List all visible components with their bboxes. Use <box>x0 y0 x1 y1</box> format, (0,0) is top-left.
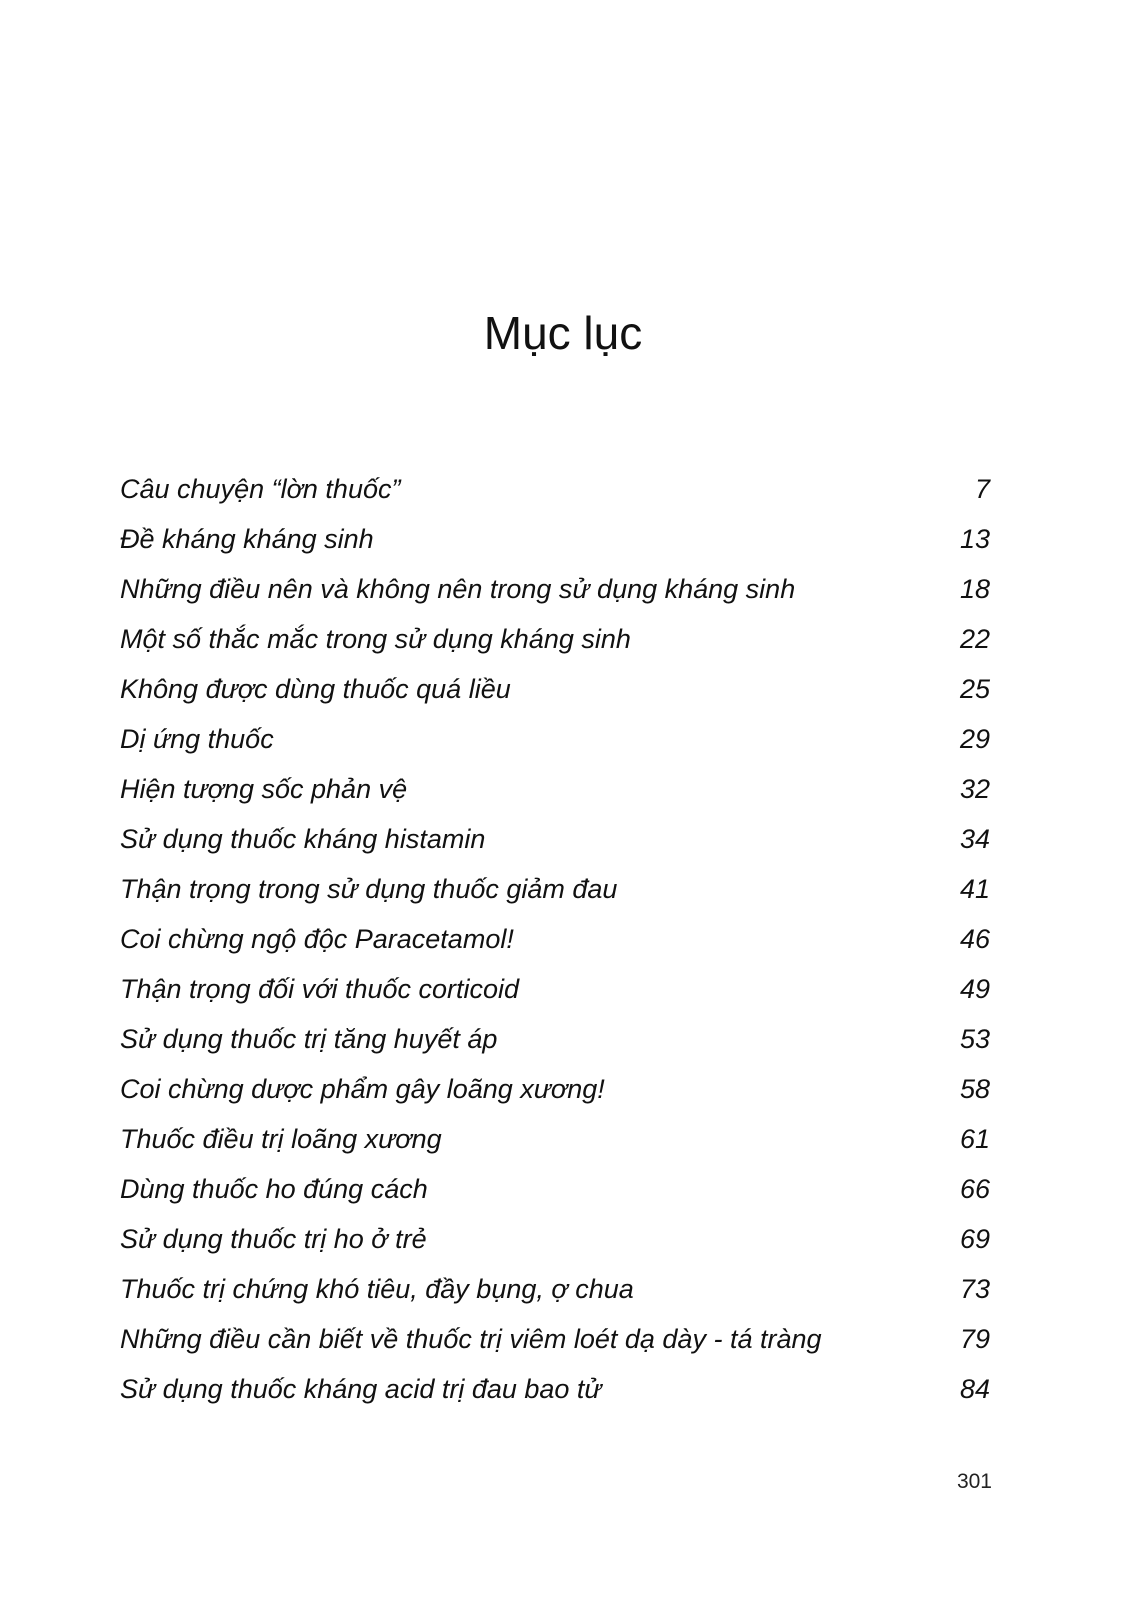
toc-entry-page: 58 <box>959 1074 990 1104</box>
toc-entry-page: 7 <box>974 474 990 504</box>
toc-entry <box>120 1021 990 1071</box>
toc-entry <box>120 1271 990 1321</box>
toc-entry-title: Những điều cần biết về thuốc trị viêm loét dạ dày - tá tràng <box>120 1324 822 1354</box>
toc-entry-title: Những điều nên và không nên trong sử dụng kháng sinh <box>120 574 796 604</box>
toc-entry-page: 61 <box>959 1124 990 1154</box>
toc-entry-page: 49 <box>959 974 990 1004</box>
toc-entry-title: Một số thắc mắc trong sử dụng kháng sinh <box>120 624 631 654</box>
toc-entry-title: Hiện tượng sốc phản vệ <box>120 774 408 804</box>
toc-entry-page: 18 <box>959 574 990 604</box>
toc-entry-page: 69 <box>959 1224 990 1254</box>
toc-entry-title: Không được dùng thuốc quá liều <box>120 674 511 704</box>
toc-entry-page: 66 <box>959 1174 990 1204</box>
toc-entry-page: 25 <box>959 674 990 704</box>
toc-entry-page: 22 <box>959 624 990 654</box>
toc-entry-title: Thận trọng trong sử dụng thuốc giảm đau <box>120 874 618 904</box>
toc-entry-title: Thận trọng đối với thuốc corticoid <box>120 974 520 1004</box>
toc-entry-title: Dị ứng thuốc <box>120 724 274 754</box>
toc-entry-title: Coi chừng dược phẩm gây loãng xương! <box>120 1074 605 1104</box>
toc-entry-page: 46 <box>959 924 990 954</box>
toc-entry-page: 84 <box>959 1374 990 1404</box>
toc-entry <box>120 771 990 821</box>
toc-entry-title: Câu chuyện “lờn thuốc” <box>120 474 401 504</box>
toc-entry-page: 13 <box>959 524 990 554</box>
toc-entry <box>120 921 990 971</box>
toc-entry <box>120 1371 990 1421</box>
toc-entry-page: 79 <box>959 1324 990 1354</box>
toc-entry <box>120 671 990 721</box>
toc-entry <box>120 721 990 771</box>
toc-entry-page: 34 <box>959 824 990 854</box>
toc-entry-page: 53 <box>959 1024 990 1054</box>
page-number: 301 <box>956 1470 992 1493</box>
toc-entry-title: Thuốc trị chứng khó tiêu, đầy bụng, ợ chua <box>120 1274 634 1304</box>
toc-entry-page: 32 <box>959 774 990 804</box>
toc-entry <box>120 521 990 571</box>
toc-entry-title: Sử dụng thuốc kháng acid trị đau bao tử <box>120 1374 602 1404</box>
toc-entry <box>120 821 990 871</box>
toc-entry <box>120 1071 990 1121</box>
toc-entry <box>120 971 990 1021</box>
toc-entry-title: Coi chừng ngộ độc Paracetamol! <box>120 924 514 954</box>
toc-entry-title: Sử dụng thuốc trị ho ở trẻ <box>120 1224 427 1254</box>
toc-entry <box>120 1121 990 1171</box>
toc-entry-title: Đề kháng kháng sinh <box>120 524 374 554</box>
toc-entry <box>120 571 990 621</box>
toc-entry-title: Sử dụng thuốc kháng histamin <box>120 824 486 854</box>
toc-entry <box>120 871 990 921</box>
toc-entry <box>120 621 990 671</box>
toc-entry-page: 29 <box>959 724 990 754</box>
toc-entry-title: Thuốc điều trị loãng xương <box>120 1124 442 1154</box>
toc-entry-page: 73 <box>959 1274 990 1304</box>
toc-entry-title: Dùng thuốc ho đúng cách <box>120 1174 428 1204</box>
page-title: Mục lục <box>483 307 643 359</box>
toc-entry <box>120 1221 990 1271</box>
toc-entry <box>120 1321 990 1371</box>
toc-entry <box>120 1171 990 1221</box>
toc-entry-title: Sử dụng thuốc trị tăng huyết áp <box>120 1024 498 1054</box>
table-of-contents <box>120 471 990 1421</box>
toc-entry-page: 41 <box>959 874 990 904</box>
toc-entry <box>120 471 990 521</box>
